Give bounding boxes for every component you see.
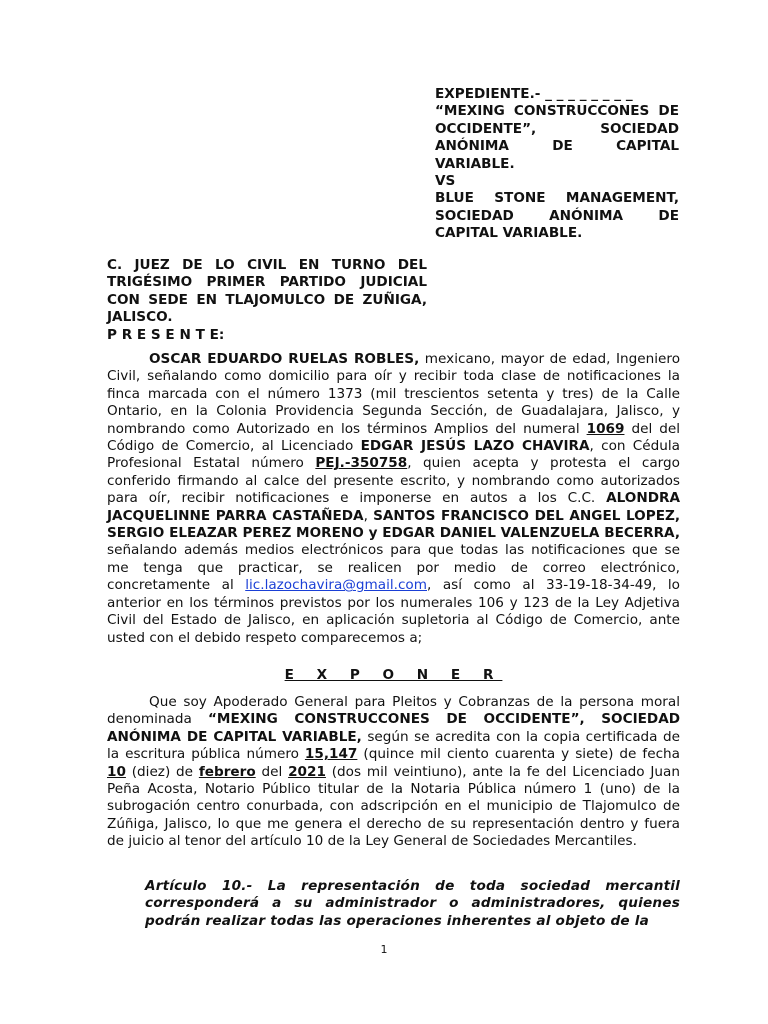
section-heading: E X P O N E R (284, 667, 503, 683)
presente-label: P R E S E N T E: (107, 326, 225, 343)
authorized-names: SANTOS FRANCISCO DEL ANGEL LOPEZ, SERGIO ELEAZAR PEREZ MORENO y EDGAR DANIEL VALENZUELA BECERRA, (107, 507, 680, 542)
versus-label: VS (435, 173, 456, 190)
date-month: febrero (198, 763, 256, 780)
paragraph-text: mexicano, mayor de edad, Ingeniero Civil, señalando como domicilio para oír y recibir toda clase de notificaciones la finca marcada con el número 1373 (mil trescientos setenta y tres) de la Calle Ontario, en la Colonia Providencia Segunda Sección, de Guadalajara, Jalisco, y nombrando como Autorizado en los términos Amplios del numeral (107, 351, 681, 437)
petitioner-name: OSCAR EDUARDO RUELAS ROBLES, (149, 351, 420, 367)
intro-paragraph (107, 351, 680, 647)
judge-address: C. JUEZ DE LO CIVIL EN TURNO DEL TRIGÉSIMO PRIMER PARTIDO JUDICIAL CON SEDE EN TLAJOMULCO DE ZUÑIGA, JALISCO. (107, 257, 427, 326)
paragraph-text: Que soy Apoderado General para Pleitos y Cobranzas de la persona moral denominada (107, 694, 680, 728)
expediente-line: EXPEDIENTE.- _ _ _ _ _ _ _ _ (435, 86, 633, 102)
paragraph-text: , (363, 507, 374, 524)
company-name: “MEXING CONSTRUCCONES DE OCCIDENTE”, SOCIEDAD ANÓNIMA DE CAPITAL VARIABLE, (107, 711, 680, 745)
paragraph-text: del (255, 763, 289, 780)
paragraph-text: según se acredita con la copia certificada de la escritura pública número (107, 728, 681, 763)
paragraph-text: , así como al 33-19-18-34-49, lo anterior en los términos previstos por los numerales 106 y 123 de la Ley Adjetiva Civil del Estado de Jalisco, en aplicación supletoria al Código de Comercio, ante usted con el debido respeto comparecemos a; (107, 577, 680, 646)
lawyer-name: EDGAR JESÚS LAZO CHAVIRA (360, 438, 590, 455)
deed-number: 15,147 (304, 746, 358, 763)
date-year: 2021 (288, 763, 326, 780)
paragraph-text: del del Código de Comercio, al Licenciado (107, 420, 680, 455)
cedula-number: PEJ.-350758 (315, 455, 408, 472)
paragraph-text: señalando además medios electrónicos para que todas las notificaciones que se me tenga que practicar, se realicen por medio de correo electrónico, concretamente al (107, 542, 680, 594)
paragraph-text: (quince mil ciento cuarenta y siete) de fecha (357, 746, 680, 763)
page-number: 1 (380, 943, 388, 956)
paragraph-text: (dos mil veintiuno), ante la fe del Licenciado Juan Peña Acosta, Notario Público titular de la Notaria Pública número 1 (uno) de la subrogación centro conurbada, con adscripción en el municipio de Tlajomulco de Zúñiga, Jalisco, lo que me genera el derecho de su representación dentro y fuera de juicio al tenor del artículo 10 de la Ley General de Sociedades Mercantiles. (107, 763, 680, 850)
case-caption (435, 86, 679, 243)
email-link[interactable]: lic.lazochavira@gmail.com (245, 577, 427, 594)
defendant-name: BLUE STONE MANAGEMENT, SOCIEDAD ANÓNIMA DE CAPITAL VARIABLE. (435, 190, 679, 242)
article-quote: Artículo 10.- La representación de toda sociedad mercantil corresponderá a su administrador o administradores, quienes podrán realizar todas las operaciones inherentes al objeto de la (145, 878, 680, 929)
addressee-block (107, 257, 427, 344)
plaintiff-name: “MEXING CONSTRUCCONES DE OCCIDENTE”, SOCIEDAD ANÓNIMA DE CAPITAL VARIABLE. (435, 103, 679, 172)
paragraph-text: (diez) de (125, 763, 199, 780)
paragraph-text: , con Cédula Profesional Estatal número (107, 438, 681, 472)
exposition-paragraph (107, 694, 680, 851)
article-number: 1069 (586, 420, 625, 437)
date-day: 10 (107, 763, 126, 780)
authorized-name: ALONDRA JACQUELINNE PARRA CASTAÑEDA (107, 490, 680, 524)
paragraph-text: , quien acepta y protesta el cargo conferido firmando al calce del presente escrito, y nombrando como autorizados para oír, recibir notificaciones e imponerse en autos a los C.C. (107, 455, 680, 507)
